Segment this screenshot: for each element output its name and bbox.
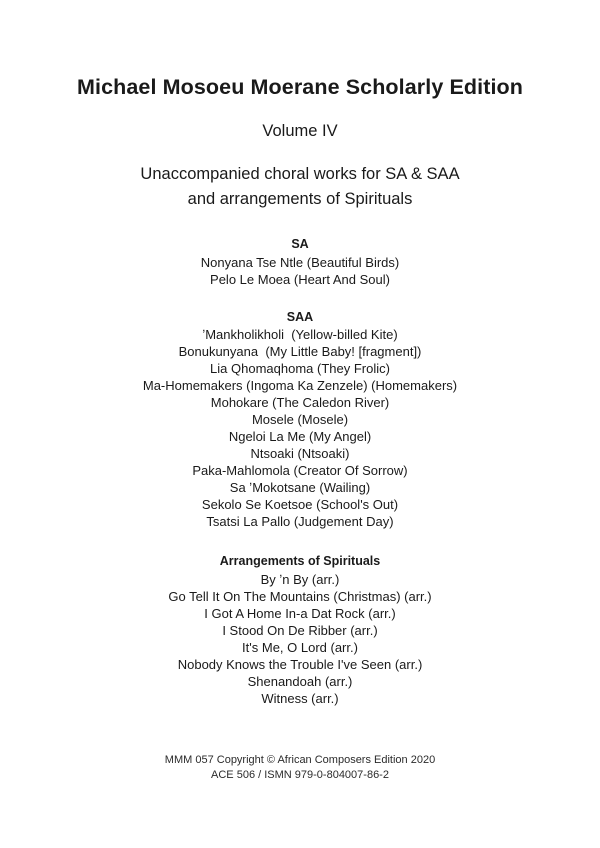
work-list-spirituals [0, 571, 600, 707]
work-item: Mosele (Mosele) [251, 412, 349, 427]
work-item: Sekolo Se Koetsoe (School's Out) [201, 497, 399, 512]
volume-label: Volume IV [262, 122, 338, 140]
subtitle [0, 162, 600, 212]
work-item: Bonukunyana (My Little Baby! [fragment]) [178, 344, 422, 359]
work-item: Sa ʼMokotsane (Wailing) [229, 480, 371, 495]
work-item: Nobody Knows the Trouble I've Seen (arr.) [177, 657, 423, 672]
page-title: Michael Mosoeu Moerane Scholarly Edition [76, 75, 524, 99]
work-item: Shenandoah (arr.) [247, 674, 353, 689]
section-heading-saa: SAA [286, 310, 314, 324]
work-item: It's Me, O Lord (arr.) [242, 640, 358, 655]
work-list-saa [0, 326, 600, 530]
work-item: Ntsoaki (Ntsoaki) [250, 446, 350, 461]
subtitle-line-1: Unaccompanied choral works for SA & SAA [140, 165, 460, 183]
work-item: Lia Qhomaqhoma (They Frolic) [210, 361, 390, 376]
work-item: Pelo Le Moea (Heart And Soul) [210, 272, 390, 287]
work-item: Ma-Homemakers (Ingoma Ka Zenzele) (Homemakers) [142, 378, 458, 393]
work-item: Go Tell It On The Mountains (Christmas) (arr.) [168, 589, 432, 604]
work-item: Witness (arr.) [261, 691, 339, 706]
work-item: Paka-Mahlomola (Creator Of Sorrow) [192, 463, 408, 478]
section-heading-sa: SA [291, 237, 309, 251]
work-list-sa [0, 254, 600, 288]
section-heading-spirituals: Arrangements of Spirituals [219, 554, 381, 568]
work-item: Tsatsi La Pallo (Judgement Day) [206, 514, 394, 529]
subtitle-line-2: and arrangements of Spirituals [187, 190, 413, 208]
imprint-copyright: MMM 057 Copyright © African Composers Edition 2020 [164, 754, 436, 766]
imprint-ismn: ACE 506 / ISMN 979-0-804007-86-2 [211, 769, 389, 781]
work-item: ʼMankholikholi (Yellow-billed Kite) [202, 327, 398, 342]
work-item: I Stood On De Ribber (arr.) [222, 623, 378, 638]
work-item: Mohokare (The Caledon River) [210, 395, 390, 410]
work-item: I Got A Home In-a Dat Rock (arr.) [204, 606, 396, 621]
imprint [0, 753, 600, 783]
work-item: By ʼn By (arr.) [260, 572, 340, 587]
work-item: Nonyana Tse Ntle (Beautiful Birds) [200, 255, 400, 270]
work-item: Ngeloi La Me (My Angel) [228, 429, 372, 444]
